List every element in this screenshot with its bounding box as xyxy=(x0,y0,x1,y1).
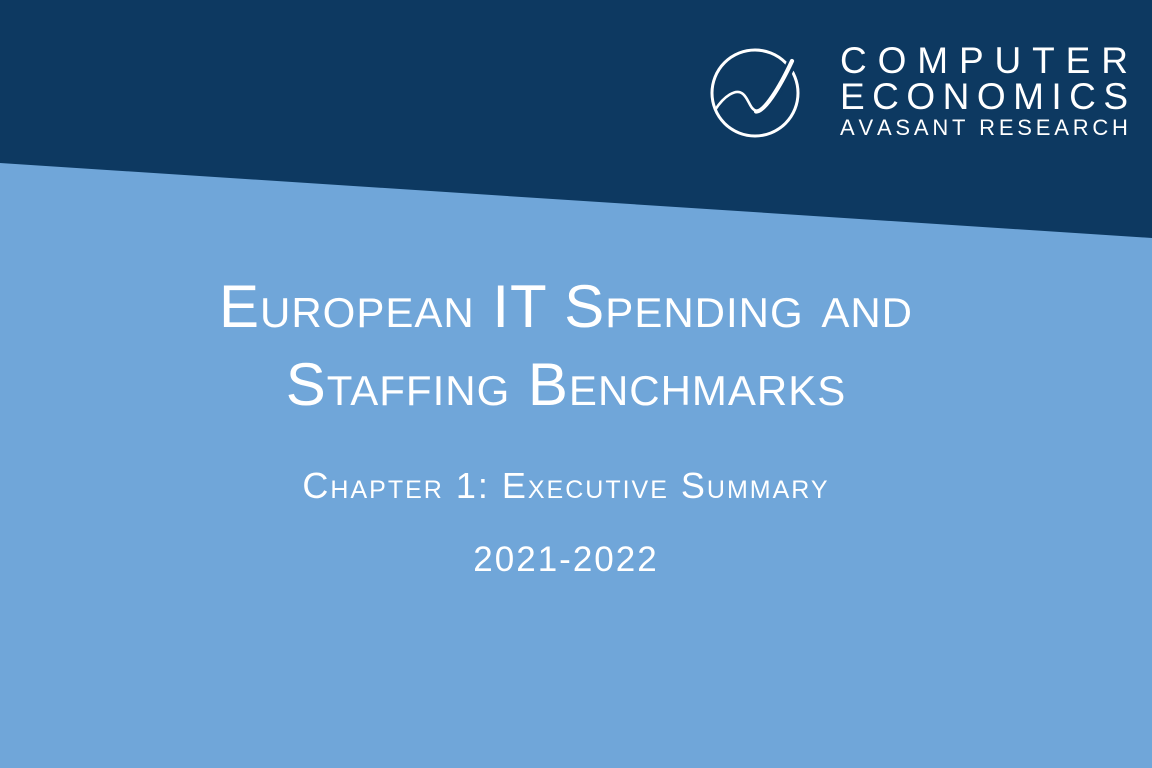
logo-wordmark xyxy=(840,40,1128,140)
report-title xyxy=(0,268,1142,424)
report-title-line-1: European IT Spending and xyxy=(218,273,914,340)
chapter-subtitle: Chapter 1: Executive Summary xyxy=(302,465,830,506)
brand-logo xyxy=(700,40,1128,158)
report-title-line-2: Staffing Benchmarks xyxy=(285,351,847,418)
logo-wordmark-avasant-research: A V A S A N T R E S E A R C H xyxy=(840,115,1128,140)
trend-line-circle-icon xyxy=(700,40,818,158)
logo-wordmark-economics: E C O N O M I C S xyxy=(840,76,1128,117)
edition-years: 2021-2022 xyxy=(473,540,659,579)
logo-wordmark-computer: C O M P U T E R xyxy=(840,40,1128,81)
